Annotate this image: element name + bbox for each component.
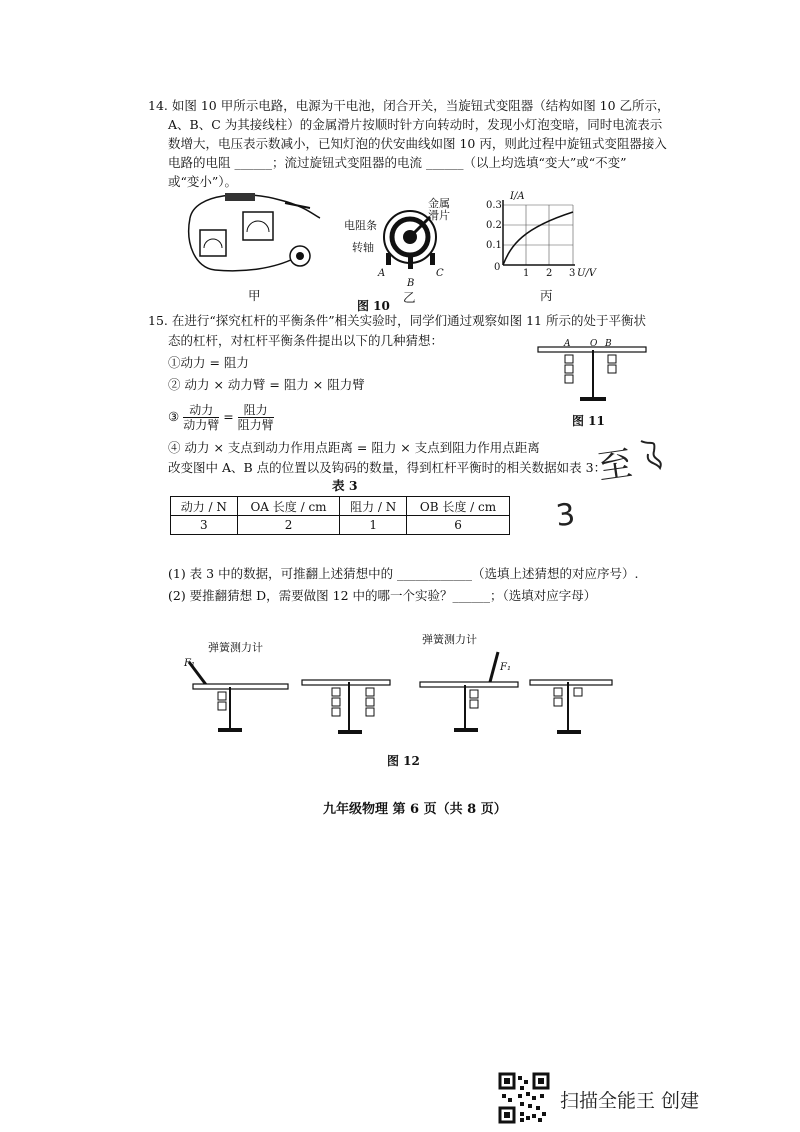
- rheostat-wire-label: 电阻条: [344, 219, 377, 232]
- q15-sub1: (1) 表 3 中的数据，可推翻上述猜想中的 ____________（选填上述猜想的对应序号）.: [168, 566, 639, 581]
- guess3-equals: =: [223, 409, 234, 424]
- guess3-left-fraction: [183, 403, 219, 432]
- q15-sub2: (2) 要推翻猜想 D，需要做图 12 中的哪一个实验？______；（选填对应字母）: [168, 588, 597, 603]
- table-header: 阻力 / N: [340, 497, 407, 516]
- q14-line2: A、B、C 为其接线柱）的金属滑片按顺时针方向转动时，发现小灯泡变暗，同时电流表示: [168, 117, 663, 132]
- rheostat-terminal-a: A: [378, 268, 386, 279]
- fig12-caption: 图 12: [387, 754, 420, 768]
- graph-y-tick-01: 0.1: [486, 240, 502, 251]
- q14-line4: 电路的电阻 ______；流过旋钮式变阻器的电流 ______（以上均选填“变大”或“不变”: [168, 155, 627, 170]
- fig11-label-b: B: [605, 339, 612, 349]
- circuit-diagram: [185, 188, 325, 288]
- guess3-left-numerator: 动力: [183, 403, 219, 418]
- table-header-row: [171, 497, 510, 516]
- table-cell: 6: [407, 516, 510, 535]
- q15-guess3: [168, 402, 274, 432]
- fig12-spring-left-label: 弹簧测力计: [208, 641, 263, 654]
- q15-guess1: ①动力 = 阻力: [168, 355, 249, 370]
- guess3-right-numerator: 阻力: [238, 403, 274, 418]
- fig12-spring-right-label: 弹簧测力计: [422, 633, 477, 646]
- q14-line3: 数增大，电压表示数减小，已知灯泡的伏安曲线如图 10 丙，则此过程中旋钮式变阻器接入: [168, 136, 667, 151]
- scanner-label: 扫描全能王 创建: [560, 1090, 700, 1112]
- table3: [170, 496, 510, 535]
- table-header: OB 长度 / cm: [407, 497, 510, 516]
- rheostat-terminal-c: C: [436, 268, 444, 279]
- handwritten-scribble: [636, 436, 666, 470]
- q14-line1: 14. 如图 10 甲所示电路，电源为干电池，闭合开关，当旋钮式变阻器（结构如图 10 乙所示，: [148, 98, 670, 113]
- fig10-caption: 图 10: [357, 299, 390, 313]
- fig12-setup-b: [302, 670, 392, 735]
- rheostat-shaft-label: 转轴: [352, 241, 374, 254]
- graph-y-tick-0: 0: [494, 262, 501, 273]
- table-cell: 3: [171, 516, 238, 535]
- q15-line2: 态的杠杆，对杠杆平衡条件提出以下的几种猜想：: [168, 333, 444, 348]
- table-cell: 2: [237, 516, 340, 535]
- graph-y-tick-03: 0.3: [486, 200, 502, 211]
- fig12-f1-left: F₁: [184, 658, 195, 669]
- q15-change-line: 改变图中 A、B 点的位置以及钩码的数量，得到杠杆平衡时的相关数据如表 3：: [168, 460, 607, 475]
- q15-guess2: ② 动力 × 动力臂 = 阻力 × 阻力臂: [168, 377, 365, 392]
- graph-y-tick-02: 0.2: [486, 220, 502, 231]
- fig12-setup-d: [530, 670, 615, 735]
- fig11-caption: 图 11: [572, 414, 605, 428]
- guess3-prefix: ③: [168, 409, 180, 424]
- guess3-right-fraction: [238, 403, 274, 432]
- fig10-label-jia: 甲: [248, 288, 261, 303]
- fig11-label-o: O: [590, 339, 598, 349]
- table-header: 动力 / N: [171, 497, 238, 516]
- fig11-label-a: A: [564, 339, 571, 349]
- q15-guess4: ④ 动力 × 支点到动力作用点距离 = 阻力 × 支点到阻力作用点距离: [168, 440, 540, 455]
- qr-code-icon: [498, 1072, 550, 1124]
- handwritten-mark-2: 3: [554, 497, 577, 534]
- fig10-label-yi: 乙: [403, 290, 416, 305]
- table-header: OA 长度 / cm: [237, 497, 340, 516]
- table3-title: 表 3: [332, 478, 358, 493]
- graph-x-tick-3: 3: [569, 268, 576, 279]
- handwritten-mark-1: 至: [595, 443, 635, 489]
- q14-line5: 或“变小”）。: [168, 174, 238, 189]
- q15-line1: 15. 在进行“探究杠杆的平衡条件”相关实验时，同学们通过观察如图 11 所示的处于平衡状: [148, 313, 646, 328]
- graph-x-tick-1: 1: [523, 268, 530, 279]
- table-cell: 1: [340, 516, 407, 535]
- rheostat-terminal-b: B: [407, 278, 415, 289]
- rheostat-slider-label-1: 金属: [428, 197, 450, 210]
- fig10-label-bing: 丙: [540, 288, 553, 303]
- fig12-setup-a: [185, 648, 290, 733]
- graph-x-tick-2: 2: [546, 268, 553, 279]
- rheostat-slider-label-2: 滑片: [428, 209, 450, 222]
- graph-y-label: I/A: [510, 191, 525, 202]
- table-row: [171, 516, 510, 535]
- guess3-right-denominator: 阻力臂: [237, 418, 274, 432]
- guess3-left-denominator: 动力臂: [183, 418, 220, 432]
- graph-x-label: U/V: [577, 268, 597, 279]
- page-footer: 九年级物理 第 6 页（共 8 页）: [323, 802, 507, 817]
- fig12-f1-right: F₁: [500, 662, 511, 673]
- iu-graph: [503, 200, 575, 270]
